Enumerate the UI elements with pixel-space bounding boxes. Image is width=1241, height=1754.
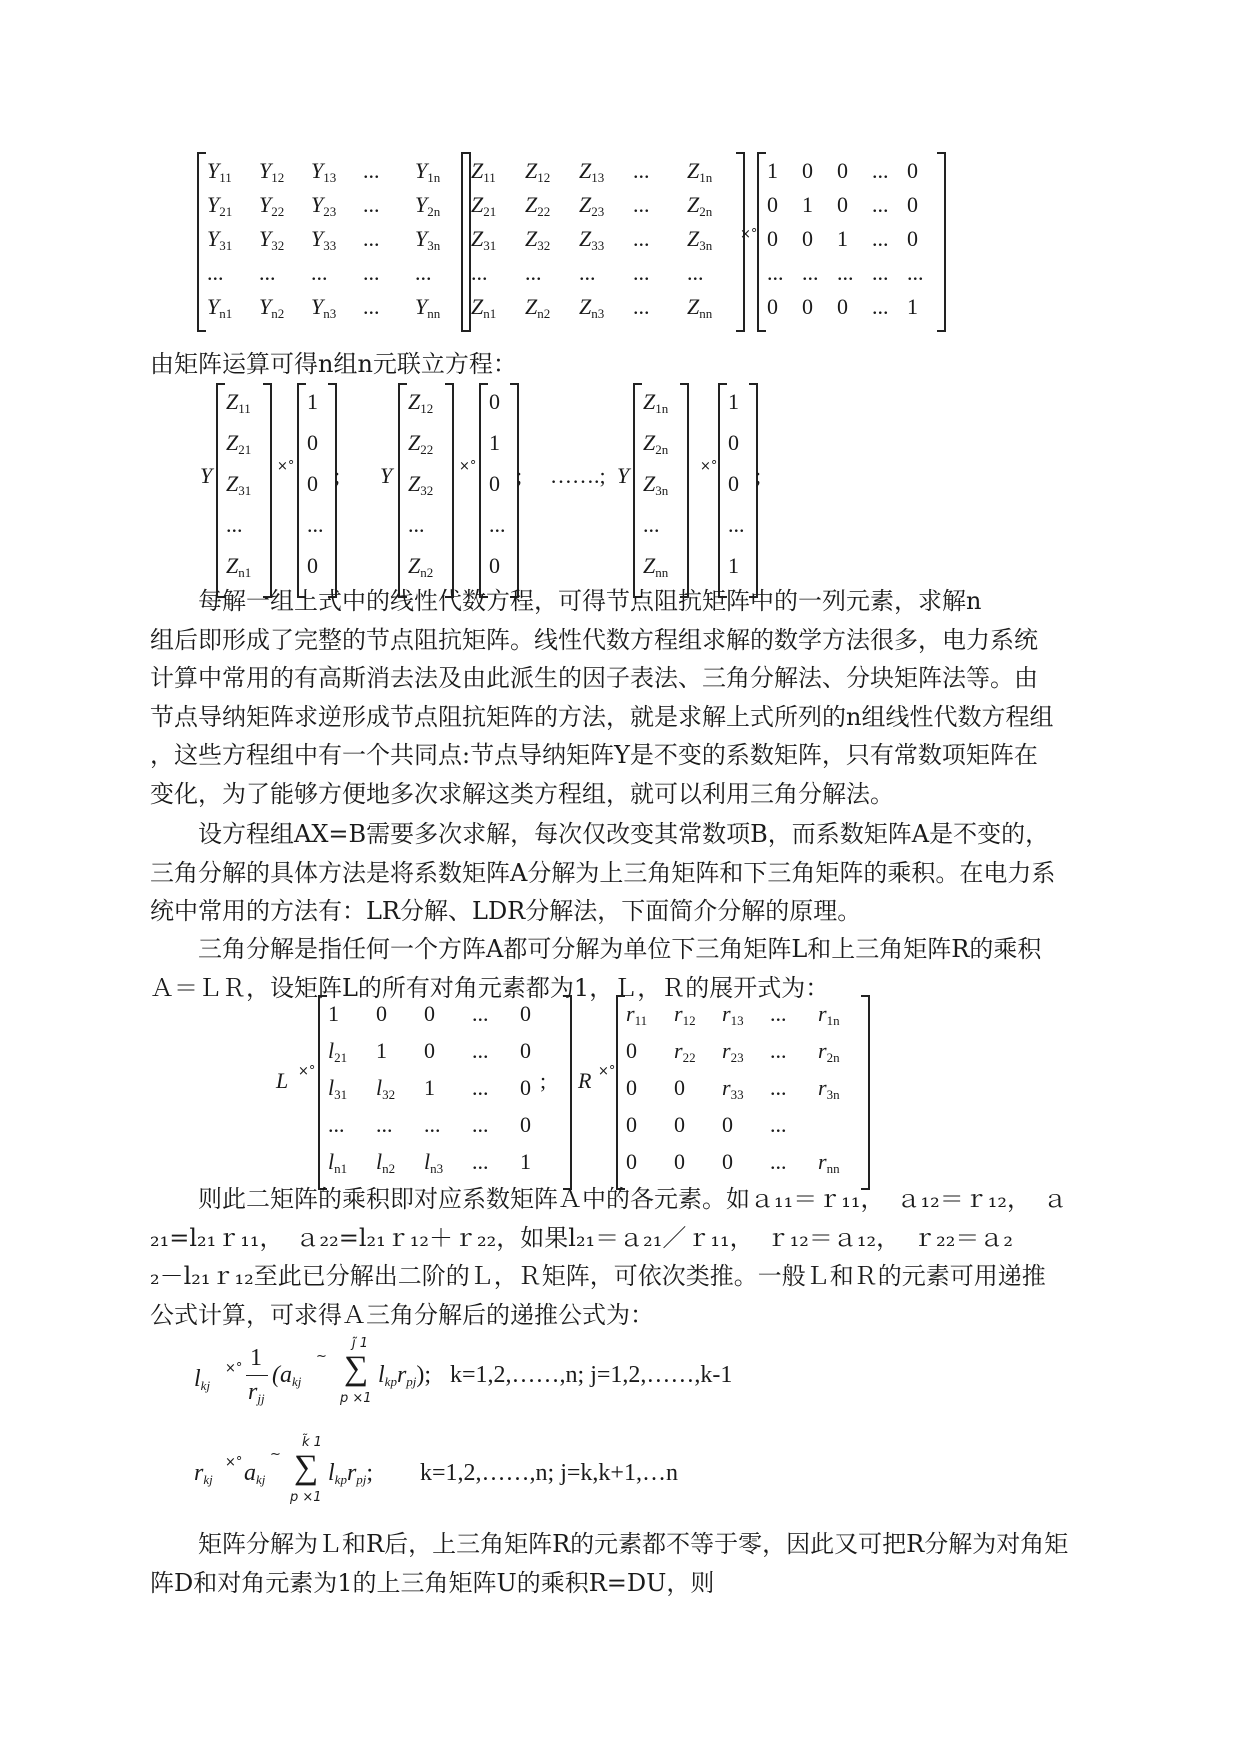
system1-rhs-cell: ... <box>307 512 324 537</box>
matrix-z-cell: $Z_{nn}$ <box>687 294 713 321</box>
system1-y: Y <box>200 463 213 488</box>
system1-z-cell: $Z_{11}$ <box>226 389 251 416</box>
matrix-y-cell: $Y_{13}$ <box>311 158 337 185</box>
matrix-y-cell: $Y_{n2}$ <box>259 294 285 321</box>
matrix-z-cell: $Z_{31}$ <box>471 226 497 253</box>
matrix-identity-cell: ... <box>872 294 889 319</box>
matrix-l-cell: 0 <box>520 1001 531 1026</box>
matrix-identity-cell: 0 <box>767 294 778 319</box>
paragraph-3: 三角分解是指任何一个方阵A都可分解为单位下三角矩阵L和上三角矩阵R的乘积 Ａ＝ＬＲ，设矩阵L的所有对角元素都为1，Ｌ，Ｒ的展开式为： <box>150 935 1042 1002</box>
matrix-identity-cell: ... <box>767 260 784 285</box>
system1-z-cell: ... <box>226 512 243 537</box>
system2-rhs-left-bracket <box>479 383 488 598</box>
matrix-z-cell: ... <box>633 260 650 285</box>
matrix-y-cell: $Y_{23}$ <box>311 192 337 219</box>
matrix-identity-right-bracket <box>937 152 946 332</box>
matrix-y-cell: $Y_{2n}$ <box>415 192 441 219</box>
matrix-r-cell: $r_{nn}$ <box>818 1149 840 1176</box>
system3-semicolon: ; <box>755 463 762 488</box>
system2-rhs-cell: ... <box>489 512 506 537</box>
matrix-z-cell: ... <box>579 260 596 285</box>
formula1-range: k=1,2,……,n; j=1,2,……,k-1 <box>450 1362 733 1388</box>
matrix-y-cell: $Y_{33}$ <box>311 226 337 253</box>
matrix-identity-cell: 1 <box>767 158 778 183</box>
system3-rhs-right-bracket <box>749 383 758 598</box>
system2-z-cell: $Z_{12}$ <box>408 389 434 416</box>
system1-z-right-bracket <box>263 383 272 598</box>
r-label: R <box>578 1068 592 1093</box>
matrix-z-cell: $Z_{n1}$ <box>471 294 497 321</box>
matrix-r-cell: ... <box>770 1149 787 1174</box>
matrix-identity-cell: 0 <box>837 294 848 319</box>
matrix-z-cell: $Z_{21}$ <box>471 192 497 219</box>
matrix-l-cell: ... <box>472 1112 489 1137</box>
matrix-y-cell: $Y_{n1}$ <box>207 294 233 321</box>
matrix-z-cell: $Z_{3n}$ <box>687 226 713 253</box>
matrix-l-right-bracket <box>563 995 572 1190</box>
matrix-r-cell: $r_{13}$ <box>722 1001 744 1028</box>
system3-z-cell: $Z_{nn}$ <box>643 553 669 580</box>
matrix-l-cell: 1 <box>520 1149 531 1174</box>
matrix-y-cell: $Y_{21}$ <box>207 192 233 219</box>
matrix-z-cell: ... <box>633 294 650 319</box>
formula2-tilde: ~ <box>270 1447 281 1462</box>
system1-z-cell: $Z_{n1}$ <box>226 553 252 580</box>
system3-z-right-bracket <box>680 383 689 598</box>
matrix-l-cell: 0 <box>520 1112 531 1137</box>
matrix-r-right-bracket <box>861 995 870 1190</box>
formula2-range: k=1,2,……,n; j=k,k+1,…n <box>420 1460 678 1486</box>
matrix-z-cell: $Z_{32}$ <box>525 226 551 253</box>
matrix-z-cell: ... <box>687 260 704 285</box>
matrix-z-left-bracket <box>461 152 470 332</box>
matrix-identity-cell: 0 <box>907 192 918 217</box>
system3-rhs-cell: 1 <box>728 389 739 414</box>
system2-eq-glyph: ×° <box>459 459 477 474</box>
system2-rhs-right-bracket <box>510 383 519 598</box>
matrix-r-cell: $r_{23}$ <box>722 1038 744 1065</box>
matrix-z-cell: ... <box>633 192 650 217</box>
matrix-r-cell: 0 <box>674 1149 685 1174</box>
matrix-identity-cell: 0 <box>837 158 848 183</box>
system2-rhs-cell: 0 <box>489 471 500 496</box>
system1-rhs-cell: 0 <box>307 430 318 455</box>
matrix-identity-cell: ... <box>837 260 854 285</box>
l-label: L <box>276 1068 289 1093</box>
matrix-z-cell: $Z_{2n}$ <box>687 192 713 219</box>
matrix-z-cell: $Z_{n2}$ <box>525 294 551 321</box>
matrix-identity-cell: ... <box>872 158 889 183</box>
system2-z-cell: $Z_{n2}$ <box>408 553 434 580</box>
system1-rhs-right-bracket <box>328 383 337 598</box>
formula1-sum-bottom: p ×1 <box>340 1391 372 1406</box>
system2-z-left-bracket <box>398 383 407 598</box>
formula2-sum-top: k̃ 1 <box>302 1435 322 1450</box>
matrix-r-cell: $r_{1n}$ <box>818 1001 840 1028</box>
matrix-y-cell: $Y_{12}$ <box>259 158 285 185</box>
matrix-identity-cell: ... <box>802 260 819 285</box>
matrix-identity-cell: 0 <box>767 226 778 251</box>
matrix-l-cell: ... <box>424 1112 441 1137</box>
matrix-z-cell: ... <box>633 158 650 183</box>
matrix-y-left-bracket <box>197 152 206 332</box>
matrix-l-cell: ... <box>472 1075 489 1100</box>
formula1-sum-top: j̃ 1 <box>352 1336 369 1351</box>
formula2-a: $a_{kj}$ <box>244 1460 266 1487</box>
matrix-y-cell: ... <box>259 260 276 285</box>
system1-rhs-cell: 0 <box>307 471 318 496</box>
matrix-identity-cell: 0 <box>907 158 918 183</box>
matrix-r-cell: 0 <box>722 1149 733 1174</box>
matrix-l-cell: ... <box>328 1112 345 1137</box>
matrix-z-cell: ... <box>471 260 488 285</box>
system3-z-left-bracket <box>633 383 642 598</box>
matrix-l-cell: $l_{32}$ <box>376 1075 396 1102</box>
sigma-icon: ∑ <box>344 1350 369 1387</box>
system1-z-cell: $Z_{31}$ <box>226 471 252 498</box>
matrix-identity-cell: 0 <box>802 158 813 183</box>
matrix-r-cell: 0 <box>626 1075 637 1100</box>
matrix-z-cell: $Z_{1n}$ <box>687 158 713 185</box>
matrix-y-cell: $Y_{22}$ <box>259 192 285 219</box>
matrix-l-cell: 1 <box>376 1038 387 1063</box>
matrix-l-cell: 0 <box>424 1038 435 1063</box>
matrix-l-cell: $l_{21}$ <box>328 1038 348 1065</box>
matrix-z-cell: ... <box>525 260 542 285</box>
matrix-l-cell: ... <box>472 1149 489 1174</box>
system3-rhs-cell: ... <box>728 512 745 537</box>
system2-semicolon: ; <box>516 463 523 488</box>
intro-line: 由矩阵运算可得n组n元联立方程： <box>150 350 517 378</box>
matrix-r-cell: 0 <box>626 1038 637 1063</box>
matrix-identity-cell: ... <box>872 226 889 251</box>
matrix-z-cell: $Z_{11}$ <box>471 158 496 185</box>
matrix-z-cell: $Z_{33}$ <box>579 226 605 253</box>
matrix-z-cell: $Z_{n3}$ <box>579 294 605 321</box>
system3-rhs-cell: 1 <box>728 553 739 578</box>
matrix-identity-left-bracket <box>757 152 766 332</box>
system3-y: Y <box>617 463 630 488</box>
matrix-l-cell: 1 <box>424 1075 435 1100</box>
matrix-r-cell: $r_{22}$ <box>674 1038 696 1065</box>
matrix-l-cell: $l_{n1}$ <box>328 1149 348 1176</box>
system3-z-cell: ... <box>643 512 660 537</box>
matrix-l-cell: $l_{n3}$ <box>424 1149 444 1176</box>
formula1-frac-num: 1 <box>250 1345 262 1371</box>
matrix-y-cell: $Y_{11}$ <box>207 158 232 185</box>
matrix-r-cell: 0 <box>626 1112 637 1137</box>
system1-z-left-bracket <box>216 383 225 598</box>
matrix-identity-cell: 1 <box>802 192 813 217</box>
matrix-r-cell: $r_{2n}$ <box>818 1038 840 1065</box>
matrix-y-cell: ... <box>207 260 224 285</box>
matrix-identity-cell: 0 <box>907 226 918 251</box>
systems-ellipsis: …….; <box>550 463 606 488</box>
matrix-y-cell: $Y_{32}$ <box>259 226 285 253</box>
system2-z-right-bracket <box>445 383 454 598</box>
matrix-l-cell: 0 <box>376 1001 387 1026</box>
system3-rhs-left-bracket <box>718 383 727 598</box>
matrix-identity-cell: 0 <box>767 192 778 217</box>
matrix-z-cell: $Z_{23}$ <box>579 192 605 219</box>
matrix-identity-cell: ... <box>872 260 889 285</box>
matrix-identity-cell: ... <box>872 192 889 217</box>
matrix-r-cell: 0 <box>674 1112 685 1137</box>
formula1-lhs: $l_{kj}$ <box>194 1366 211 1393</box>
paragraph-2: 设方程组AX=B需要多次求解，每次仅改变其常数项B，而系数矩阵A是不变的， 三角分解的具体方法是将系数矩阵A分解为上三角矩阵和下三角矩阵的乘积。在电力系 统中常用的方法有：LR分解、LDR分解法，下面简介分解的原理。 <box>150 820 1056 925</box>
matrix-r-cell: ... <box>770 1038 787 1063</box>
matrix-y-cell: ... <box>363 226 380 251</box>
matrix-z-cell: $Z_{13}$ <box>579 158 605 185</box>
matrix-r-cell: 0 <box>626 1149 637 1174</box>
matrix-y-cell: $Y_{n3}$ <box>311 294 337 321</box>
matrix-r-cell: $r_{3n}$ <box>818 1075 840 1102</box>
system2-y: Y <box>380 463 393 488</box>
system2-z-cell: $Z_{22}$ <box>408 430 434 457</box>
matrix-z-cell: ... <box>633 226 650 251</box>
system1-rhs-left-bracket <box>297 383 306 598</box>
system2-rhs-cell: 0 <box>489 553 500 578</box>
system2-rhs-cell: 1 <box>489 430 500 455</box>
system3-z-cell: $Z_{2n}$ <box>643 430 669 457</box>
matrix-l-cell: 0 <box>520 1038 531 1063</box>
system3-z-cell: $Z_{1n}$ <box>643 389 669 416</box>
system3-rhs-cell: 0 <box>728 430 739 455</box>
matrix-l-cell: 0 <box>424 1001 435 1026</box>
paragraph-4: 则此二矩阵的乘积即对应系数矩阵Ａ中的各元素。如ａ₁₁＝ｒ₁₁， ａ₁₂＝ｒ₁₂， ａ ₂₁=l₂₁ｒ₁₁， ａ₂₂=l₂₁ｒ₁₂＋ｒ₂₂，如果l₂₁＝ａ₂₁／ｒ₁₁， ｒ₁₂＝ａ₁₂， ｒ₂₂＝ａ₂ ₂－l₂₁ｒ₁₂至此已分解出二阶的Ｌ，Ｒ矩阵，可依次类推。一般Ｌ和Ｒ的元素可用递推 公式计算，可求得Ａ三角分解后的递推公式为： <box>150 1185 1067 1329</box>
l-eq-glyph: ×° <box>298 1064 316 1079</box>
matrix-y-cell: ... <box>363 260 380 285</box>
formula1-eq-glyph: ×° <box>225 1361 243 1376</box>
formula1-term: $l_{kp}r_{pj}$); <box>378 1362 432 1389</box>
formula1-frac-den: $r_{jj}$ <box>248 1379 265 1406</box>
system1-rhs-cell: 0 <box>307 553 318 578</box>
system2-z-cell: $Z_{32}$ <box>408 471 434 498</box>
system3-rhs-cell: 0 <box>728 471 739 496</box>
matrix-l-left-bracket <box>318 995 327 1190</box>
matrix-z-cell: $Z_{22}$ <box>525 192 551 219</box>
system2-z-cell: ... <box>408 512 425 537</box>
lr-semicolon: ; <box>540 1068 547 1093</box>
system2-rhs-cell: 0 <box>489 389 500 414</box>
matrix-r-left-bracket <box>616 995 625 1190</box>
system1-eq-glyph: ×° <box>277 459 295 474</box>
paragraph-5: 矩阵分解为Ｌ和R后，上三角矩阵R的元素都不等于零，因此又可把R分解为对角矩 阵D和对角元素为1的上三角矩阵U的乘积R=DU，则 <box>150 1530 1069 1597</box>
system3-z-cell: $Z_{3n}$ <box>643 471 669 498</box>
matrix-identity-cell: 0 <box>837 192 848 217</box>
matrix-r-cell: 0 <box>722 1112 733 1137</box>
matrix-y-cell: $Y_{nn}$ <box>415 294 441 321</box>
formula1-frac-bar <box>246 1375 268 1376</box>
formula1-a: ($a_{kj}$ <box>272 1362 302 1389</box>
formula2-lhs: $r_{kj}$ <box>194 1460 213 1487</box>
matrix-r-cell: ... <box>770 1112 787 1137</box>
matrix-identity-cell: 0 <box>802 226 813 251</box>
matrix-r-cell: ... <box>770 1001 787 1026</box>
system1-z-cell: $Z_{21}$ <box>226 430 252 457</box>
matrix-z-cell: $Z_{12}$ <box>525 158 551 185</box>
matrix-z-right-bracket <box>736 152 745 332</box>
matrix-identity-cell: ... <box>907 260 924 285</box>
formula2-eq-glyph: ×° <box>225 1455 243 1470</box>
paragraph-1: 每解一组上式中的线性代数方程，可得节点阻抗矩阵中的一列元素，求解n 组后即形成了完整的节点阻抗矩阵。线性代数方程组求解的数学方法很多，电力系统 计算中常用的有高斯消去法及由此派生的因子表法、三角分解法、分块矩阵法等。由 节点导纳矩阵求逆形成节点阻抗矩阵的方法，就是求解上式所列的n组线性代数方程组 ，这些方程组中有一个共同点:节点导纳矩阵Y是不变的系数矩阵，只有常数项矩阵在 变化，为了能够方便地多次求解这类方程组，就可以利用三角分解法。 <box>150 587 1054 808</box>
system1-semicolon: ; <box>334 463 341 488</box>
formula1-tilde: ~ <box>316 1349 327 1364</box>
matrix-r-cell: ... <box>770 1075 787 1100</box>
matrix-y-cell: $Y_{31}$ <box>207 226 233 253</box>
matrix-r-cell: $r_{11}$ <box>626 1001 648 1028</box>
matrix-identity-cell: 1 <box>837 226 848 251</box>
sigma-icon: ∑ <box>294 1449 319 1486</box>
matrix-y-cell: $Y_{3n}$ <box>415 226 441 253</box>
matrix-l-cell: $l_{n2}$ <box>376 1149 396 1176</box>
formula2-term: $l_{kp}r_{pj}$; <box>328 1460 374 1487</box>
system3-eq-glyph: ×° <box>700 459 718 474</box>
matrix-y-cell: ... <box>363 192 380 217</box>
matrix-y-cell: $Y_{1n}$ <box>415 158 441 185</box>
matrix-l-cell: ... <box>376 1112 393 1137</box>
matrix-identity-cell: 0 <box>802 294 813 319</box>
matrix-l-cell: $l_{31}$ <box>328 1075 348 1102</box>
matrix-y-cell: ... <box>363 158 380 183</box>
matrix-y-cell: ... <box>415 260 432 285</box>
formula2-sum-bottom: p ×1 <box>290 1490 322 1505</box>
r-eq-glyph: ×° <box>598 1064 616 1079</box>
matrix-identity-cell: 1 <box>907 294 918 319</box>
matrix-l-cell: 1 <box>328 1001 339 1026</box>
matrix-l-cell: ... <box>472 1001 489 1026</box>
matrix-y-cell: ... <box>311 260 328 285</box>
system1-rhs-cell: 1 <box>307 389 318 414</box>
matrix-l-cell: ... <box>472 1038 489 1063</box>
equals-glyph: ×° <box>740 227 758 242</box>
matrix-r-cell: $r_{12}$ <box>674 1001 696 1028</box>
matrix-r-cell: 0 <box>674 1075 685 1100</box>
matrix-y-cell: ... <box>363 294 380 319</box>
matrix-r-cell: $r_{33}$ <box>722 1075 744 1102</box>
matrix-l-cell: 0 <box>520 1075 531 1100</box>
